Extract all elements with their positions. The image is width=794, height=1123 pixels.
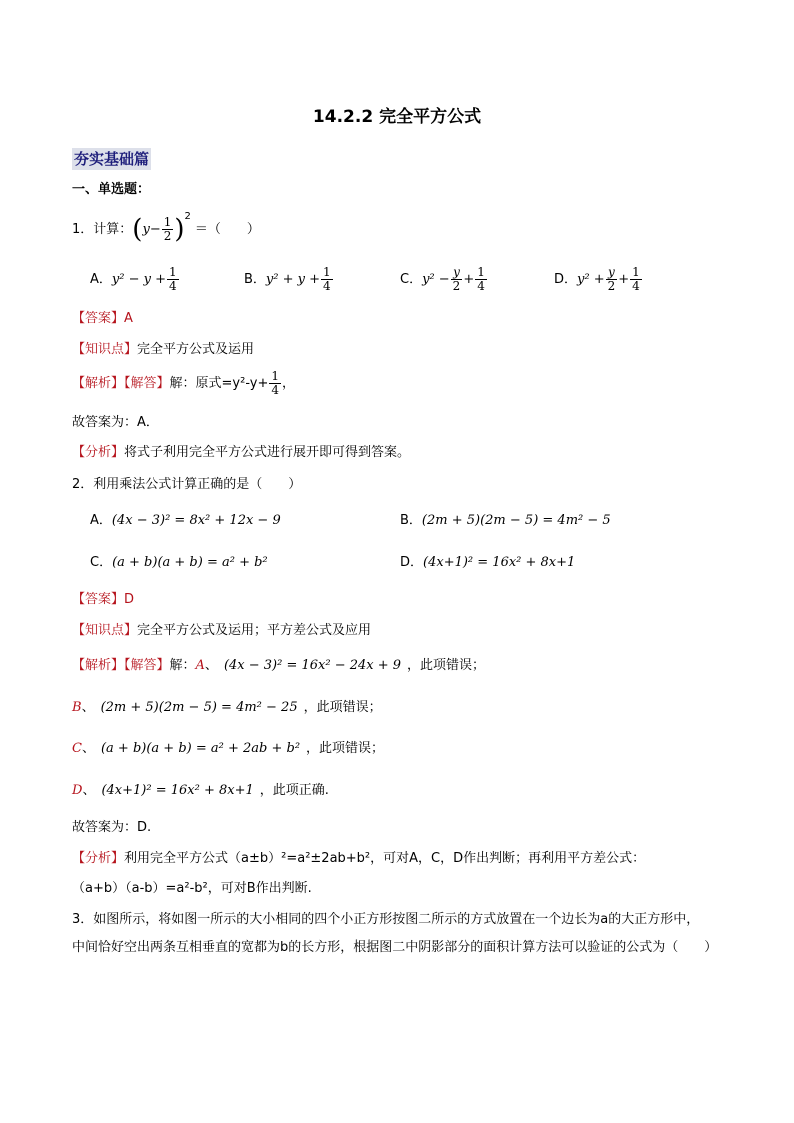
q1-fraction: $\frac{1}{2}$ xyxy=(163,215,172,243)
q2-stem: 2．利用乘法公式计算正确的是（ ） xyxy=(72,477,302,492)
q1-option-d-fraction-2: $\frac{1}{4}$ xyxy=(632,265,640,293)
q1-option-b: B．y² + y + $\frac{1}{4}$ xyxy=(244,265,331,293)
q2-fenxi-line-2: （a+b）（a-b）=a²-b²，可对B作出判断. xyxy=(72,881,312,896)
q1-open-paren: ( xyxy=(132,214,143,245)
q1-analysis-fraction: $\frac{1}{4}$ xyxy=(271,369,280,397)
q1-knowledge: 【知识点】完全平方公式及运用 xyxy=(72,342,255,357)
q2-answer: 【答案】D xyxy=(72,592,135,607)
q1-var: y xyxy=(142,222,150,237)
q2-option-a: A．(4x − 3)² = 8x² + 12x − 9 xyxy=(90,513,281,528)
q1-option-d-fraction-1: $\frac{y}{2}$ xyxy=(607,265,616,293)
page-title: 14.2.2 完全平方公式 xyxy=(312,107,482,127)
q2-option-c: C．(a + b)(a + b) = a² + b² xyxy=(90,555,268,570)
q2-analysis-a: 【解析】【解答】解：A、 (4x − 3)² = 16x² − 24x + 9 ，此项错误； xyxy=(72,658,486,673)
q1-minus: − xyxy=(149,222,161,237)
q1-suffix: ＝（ ） xyxy=(194,222,260,237)
q1-fenxi: 【分析】将式子利用完全平方公式进行展开即可得到答案。 xyxy=(72,445,411,460)
q2-analysis-d: D、 (4x+1)² = 16x² + 8x+1 ，此项正确. xyxy=(72,783,329,798)
q1-option-c-fraction-2: $\frac{1}{4}$ xyxy=(477,265,485,293)
q1-option-a-fraction: $\frac{1}{4}$ xyxy=(169,265,177,293)
q1-option-b-fraction: $\frac{1}{4}$ xyxy=(323,265,331,293)
q1-answer: 【答案】A xyxy=(72,311,133,326)
q1-conclusion: 故答案为：A． xyxy=(72,415,159,430)
q1-number: 1． xyxy=(72,222,94,237)
q2-knowledge: 【知识点】完全平方公式及运用；平方差公式及应用 xyxy=(72,623,372,638)
q2-option-d: D．(4x+1)² = 16x² + 8x+1 xyxy=(400,555,576,570)
q1-power: 2 xyxy=(184,211,191,222)
q2-analysis-b: B、 (2m + 5)(2m − 5) = 4m² − 25 ，此项错误； xyxy=(72,700,382,715)
q1-option-c-fraction-1: $\frac{y}{2}$ xyxy=(452,265,461,293)
q1-option-d: D．y² + $\frac{y}{2}$ + $\frac{1}{4}$ xyxy=(554,265,640,293)
q1-close-paren: ) xyxy=(174,214,185,245)
q1-stem xyxy=(72,211,260,246)
q2-conclusion: 故答案为：D. xyxy=(72,820,152,835)
q1-analysis: 【解析】【解答】解：原式=y²-y+ $\frac{1}{4}$ ， xyxy=(72,369,296,397)
q3-stem: 3．如图所示，将如图一所示的大小相同的四个小正方形按图二所示的方式放置在一个边长为a的大正方形中，中间恰好空出两条互相垂直的宽都为b的长方形，根据图二中阴影部分的面积计算方法可以验证的公式为（ ） xyxy=(72,912,718,955)
q1-prefix: 计算： xyxy=(93,222,133,237)
q1-option-a: A．y² − y + $\frac{1}{4}$ xyxy=(90,265,177,293)
section-heading: 夯实基础篇 xyxy=(74,150,150,168)
q2-fenxi-line-1: 【分析】利用完全平方公式（a±b）²=a²±2ab+b²，可对A，C，D作出判断；再利用平方差公式： xyxy=(72,851,646,866)
subsection-heading: 一、单选题： xyxy=(72,182,151,197)
q1-option-c: C．y² − $\frac{y}{2}$ + $\frac{1}{4}$ xyxy=(400,265,485,293)
q2-analysis-c: C、 (a + b)(a + b) = a² + 2ab + b² ，此项错误； xyxy=(72,741,385,756)
q2-option-b: B．(2m + 5)(2m − 5) = 4m² − 5 xyxy=(400,513,611,528)
